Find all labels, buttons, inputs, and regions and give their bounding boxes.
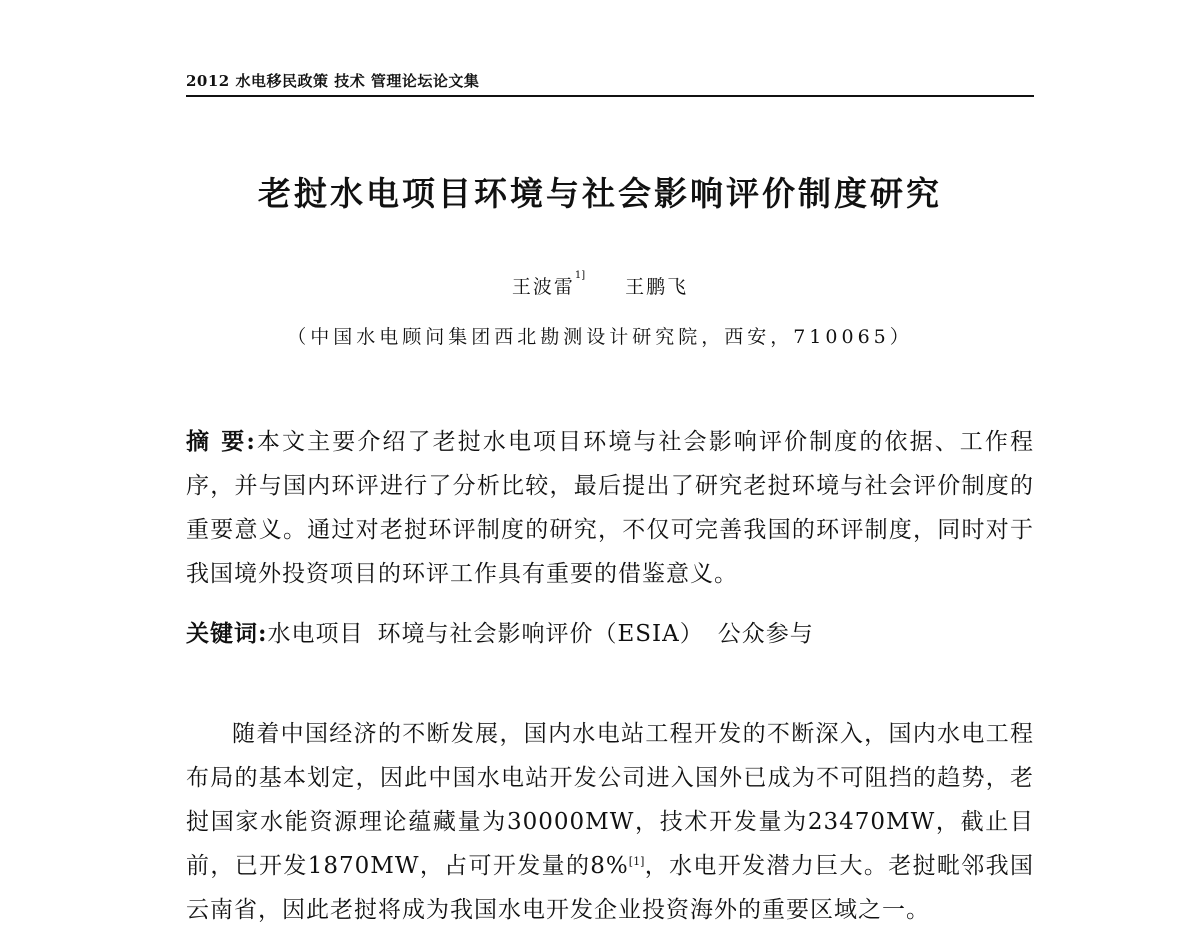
abstract-text: 本文主要介绍了老挝水电项目环境与社会影响评价制度的依据、工作程序，并与国内环评进行了分析比较，最后提出了研究老挝环境与社会评价制度的重要意义。通过对老挝环评制度的研究，不仅可完善我国的环评制度，同时对于我国境外投资项目的环评工作具有重要的借鉴意义。 (186, 429, 1035, 587)
keyword-item: 公众参与 (717, 621, 814, 647)
author-second-name: 王鹏飞 (625, 276, 689, 298)
keywords (186, 612, 1034, 656)
paper-title: 老挝水电项目环境与社会影响评价制度研究 (258, 174, 942, 213)
body-text-after-ref: ，水电开发潜力巨大。老挝毗邻我国云南省，因此老挝将成为我国水电开发企业投资海外的重要区域之一。 (186, 853, 1034, 923)
author-line (0, 272, 1200, 299)
header-rule (186, 95, 1034, 97)
author-second (625, 272, 688, 299)
affiliation: （中国水电顾问集团西北勘测设计研究院，西安，710065） (287, 326, 913, 348)
author-first-name: 王波雷 (511, 276, 575, 298)
body-paragraph (186, 712, 1034, 932)
author-first (512, 272, 585, 299)
running-header: 2012 水电移民政策 技术 管理论坛论文集 (186, 72, 480, 90)
abstract (186, 420, 1034, 596)
keyword-item: 水电项目 (267, 621, 364, 647)
abstract-label: 摘 要: (186, 428, 256, 455)
keyword-item: 环境与社会影响评价（ESIA） (377, 621, 704, 647)
body-text-before-ref: 随着中国经济的不断发展，国内水电站工程开发的不断深入，国内水电工程布局的基本划定，因此中国水电站开发公司进入国外已成为不可阻挡的趋势，老挝国家水能资源理论蕴藏量为30000MW，技术开发量为23470MW，截止目前，已开发1870MW，占可开发量的8% (186, 721, 1034, 879)
keywords-label: 关键词: (186, 620, 268, 647)
reference-mark: [1] (628, 855, 645, 868)
author-first-mark: 1] (574, 270, 586, 281)
